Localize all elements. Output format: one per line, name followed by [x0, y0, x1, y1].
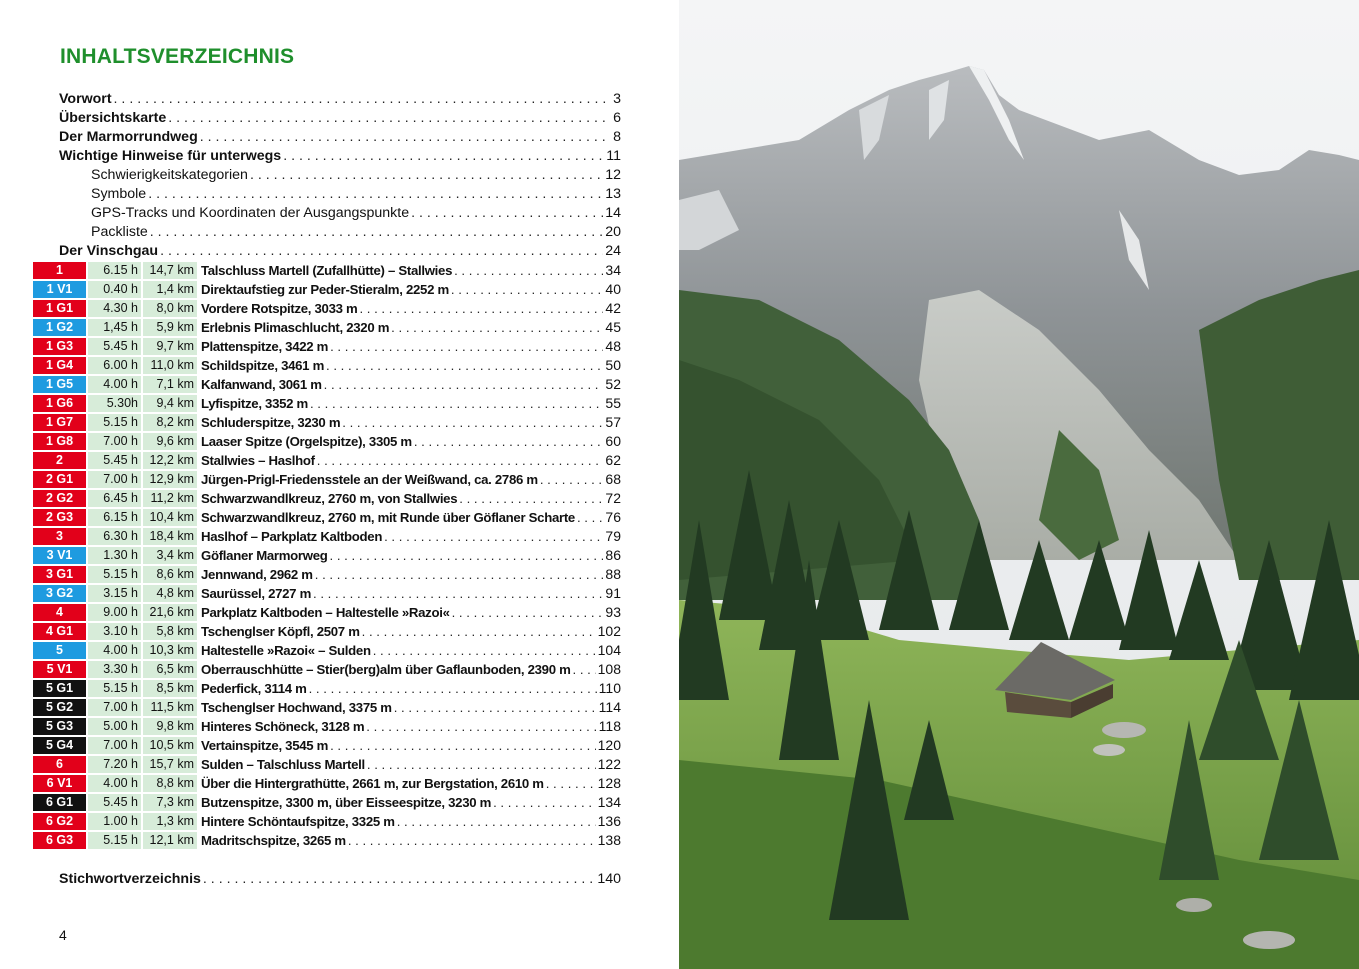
- tour-number-badge: 5 G3: [33, 718, 86, 735]
- tour-duration: 1,45 h: [88, 319, 141, 336]
- tour-row[interactable]: [0, 603, 679, 622]
- tour-page: 48: [605, 338, 621, 354]
- tour-page: 62: [605, 452, 621, 468]
- toc-entry-label: Der Marmorrundweg: [59, 129, 198, 145]
- tour-row[interactable]: [0, 831, 679, 850]
- tour-row[interactable]: [0, 508, 679, 527]
- tour-page: 120: [597, 737, 621, 753]
- tour-number-badge: 6 G1: [33, 794, 86, 811]
- tour-row[interactable]: [0, 622, 679, 641]
- tour-row[interactable]: [0, 793, 679, 812]
- tour-duration: 5.15 h: [88, 566, 141, 583]
- tour-distance: 10,5 km: [143, 737, 197, 754]
- tour-title: Stallwies – Haslhof: [201, 453, 315, 468]
- tour-distance: 10,4 km: [143, 509, 197, 526]
- leader-dots: [114, 90, 612, 109]
- tour-number-badge: 2: [33, 452, 86, 469]
- tour-duration: 5.30h: [88, 395, 141, 412]
- leader-dots: [150, 223, 603, 242]
- tour-number-badge: 2 G2: [33, 490, 86, 507]
- tour-duration: 7.00 h: [88, 737, 141, 754]
- leader-dots: [313, 584, 603, 603]
- toc-entry-label: Vorwort: [59, 91, 112, 107]
- tour-number-badge: 1 V1: [33, 281, 86, 298]
- toc-entry-page: 6: [613, 110, 621, 126]
- tour-number-badge: 3 G2: [33, 585, 86, 602]
- tour-distance: 6,5 km: [143, 661, 197, 678]
- toc-subentry-symbole[interactable]: [0, 185, 679, 204]
- tour-number-badge: 3: [33, 528, 86, 545]
- tour-title: Haltestelle »Razoi« – Sulden: [201, 643, 371, 658]
- tour-distance: 11,2 km: [143, 490, 197, 507]
- tour-distance: 9,8 km: [143, 718, 197, 735]
- toc-entry-label: Schwierigkeitskategorien: [91, 167, 248, 183]
- leader-dots: [309, 679, 597, 698]
- tour-page: 136: [597, 813, 621, 829]
- tour-page: 138: [597, 832, 621, 848]
- tour-duration: 7.00 h: [88, 433, 141, 450]
- leader-dots: [160, 242, 603, 261]
- left-page: [0, 0, 679, 969]
- tour-row[interactable]: [0, 679, 679, 698]
- tour-number-badge: 5 G4: [33, 737, 86, 754]
- leader-dots: [203, 870, 595, 889]
- tour-title: Butzenspitze, 3300 m, über Eisseespitze, 3230 m: [201, 795, 492, 810]
- tour-duration: 5.45 h: [88, 338, 141, 355]
- toc-entry-page: 8: [613, 129, 621, 145]
- tour-distance: 7,1 km: [143, 376, 197, 393]
- tour-distance: 12,9 km: [143, 471, 197, 488]
- toc-title: INHALTSVERZEICHNIS: [60, 45, 295, 68]
- leader-dots: [452, 603, 604, 622]
- tour-page: 102: [597, 623, 621, 639]
- tour-duration: 6.30 h: [88, 528, 141, 545]
- toc-entry-page: 11: [606, 148, 621, 164]
- tour-duration: 5.45 h: [88, 794, 141, 811]
- tour-page: 114: [598, 699, 621, 715]
- tour-duration: 3.30 h: [88, 661, 141, 678]
- tour-row[interactable]: [0, 717, 679, 736]
- leader-dots: [148, 185, 603, 204]
- tour-page: 134: [597, 794, 621, 810]
- tour-distance: 3,4 km: [143, 547, 197, 564]
- tour-page: 108: [597, 661, 621, 677]
- tour-page: 118: [598, 718, 621, 734]
- tour-row[interactable]: [0, 261, 679, 280]
- tour-title: Erlebnis Plimaschlucht, 2320 m: [201, 320, 390, 335]
- tour-row[interactable]: [0, 698, 679, 717]
- tour-row[interactable]: [0, 755, 679, 774]
- leader-dots: [397, 812, 596, 831]
- tour-number-badge: 5 G2: [33, 699, 86, 716]
- toc-subentry-gps[interactable]: [0, 204, 679, 223]
- tour-duration: 3.10 h: [88, 623, 141, 640]
- tour-row[interactable]: [0, 641, 679, 660]
- tour-row[interactable]: [0, 774, 679, 793]
- tour-row[interactable]: [0, 565, 679, 584]
- leader-dots: [540, 470, 604, 489]
- tour-distance: 9,6 km: [143, 433, 197, 450]
- toc-entry-vinschgau[interactable]: [0, 242, 679, 261]
- tour-title: Hintere Schöntaufspitze, 3325 m: [201, 814, 395, 829]
- tour-title: Vordere Rotspitze, 3033 m: [201, 301, 358, 316]
- tour-duration: 7.20 h: [88, 756, 141, 773]
- toc-entry-page: 3: [613, 91, 621, 107]
- tour-list: [0, 261, 679, 850]
- tour-title: Plattenspitze, 3422 m: [201, 339, 329, 354]
- page-number: 4: [59, 927, 67, 943]
- tour-row[interactable]: [0, 451, 679, 470]
- leader-dots: [384, 527, 603, 546]
- tour-row[interactable]: [0, 337, 679, 356]
- tour-title: Hinteres Schöneck, 3128 m: [201, 719, 365, 734]
- toc-entry-page: 13: [605, 186, 621, 202]
- tour-distance: 11,5 km: [143, 699, 197, 716]
- tour-number-badge: 1 G1: [33, 300, 86, 317]
- tour-title: Oberrauschhütte – Stier(berg)alm über Gaflaunboden, 2390 m: [201, 662, 571, 677]
- tour-duration: 5.15 h: [88, 414, 141, 431]
- tour-page: 128: [597, 775, 621, 791]
- tour-page: 76: [605, 509, 621, 525]
- table-of-contents: [0, 90, 679, 889]
- leader-dots: [451, 280, 604, 299]
- leader-dots: [493, 793, 596, 812]
- tour-duration: 7.00 h: [88, 699, 141, 716]
- tour-row[interactable]: [0, 736, 679, 755]
- tour-page: 86: [605, 547, 621, 563]
- leader-dots: [573, 660, 596, 679]
- tour-number-badge: 2 G1: [33, 471, 86, 488]
- tour-distance: 10,3 km: [143, 642, 197, 659]
- tour-duration: 7.00 h: [88, 471, 141, 488]
- tour-page: 72: [605, 490, 621, 506]
- leader-dots: [250, 166, 603, 185]
- tour-distance: 7,3 km: [143, 794, 197, 811]
- toc-entry-vorwort[interactable]: [0, 90, 679, 109]
- leader-dots: [348, 831, 596, 850]
- tour-distance: 8,2 km: [143, 414, 197, 431]
- tour-distance: 8,5 km: [143, 680, 197, 697]
- tour-row[interactable]: [0, 432, 679, 451]
- tour-page: 42: [605, 300, 621, 316]
- tour-page: 55: [605, 395, 621, 411]
- toc-entry-label: Wichtige Hinweise für unterwegs: [59, 148, 282, 164]
- leader-dots: [315, 565, 604, 584]
- tour-duration: 1.30 h: [88, 547, 141, 564]
- toc-entry-label: Stichwortverzeichnis: [59, 871, 201, 887]
- tour-row[interactable]: [0, 356, 679, 375]
- tour-number-badge: 5: [33, 642, 86, 659]
- tour-title: Schluderspitze, 3230 m: [201, 415, 341, 430]
- leader-dots: [411, 204, 603, 223]
- tour-title: Kalfanwand, 3061 m: [201, 377, 322, 392]
- tour-duration: 4.00 h: [88, 376, 141, 393]
- tour-title: Haslhof – Parkplatz Kaltboden: [201, 529, 383, 544]
- tour-number-badge: 1 G7: [33, 414, 86, 431]
- tour-title: Schwarzwandlkreuz, 2760 m, von Stallwies: [201, 491, 458, 506]
- tour-row[interactable]: [0, 375, 679, 394]
- leader-dots: [168, 109, 611, 128]
- tour-distance: 1,4 km: [143, 281, 197, 298]
- tour-duration: 3.15 h: [88, 585, 141, 602]
- leader-dots: [366, 717, 596, 736]
- tour-number-badge: 2 G3: [33, 509, 86, 526]
- tour-page: 57: [605, 414, 621, 430]
- tour-number-badge: 1: [33, 262, 86, 279]
- tour-row[interactable]: [0, 470, 679, 489]
- tour-row[interactable]: [0, 584, 679, 603]
- toc-entry-page: 12: [605, 167, 621, 183]
- tour-title: Tschenglser Hochwand, 3375 m: [201, 700, 392, 715]
- tour-title: Jürgen-Prigl-Friedensstele an der Weißwand, ca. 2786 m: [201, 472, 538, 487]
- tour-distance: 12,1 km: [143, 832, 197, 849]
- tour-title: Saurüssel, 2727 m: [201, 586, 311, 601]
- tour-page: 110: [598, 680, 621, 696]
- toc-entry-label: Übersichtskarte: [59, 110, 167, 126]
- tour-duration: 4.00 h: [88, 642, 141, 659]
- tour-number-badge: 1 G5: [33, 376, 86, 393]
- tour-distance: 11,0 km: [143, 357, 197, 374]
- tour-duration: 6.00 h: [88, 357, 141, 374]
- toc-entry-hinweise[interactable]: [0, 147, 679, 166]
- tour-duration: 1.00 h: [88, 813, 141, 830]
- toc-subentry-schwierigkeit[interactable]: [0, 166, 679, 185]
- tour-title: Pederfick, 3114 m: [201, 681, 307, 696]
- tour-title: Schwarzwandlkreuz, 2760 m, mit Runde über Göflaner Scharte: [201, 510, 575, 525]
- tour-row[interactable]: [0, 394, 679, 413]
- leader-dots: [326, 356, 603, 375]
- tour-number-badge: 1 G6: [33, 395, 86, 412]
- toc-entry-label: GPS-Tracks und Koordinaten der Ausgangspunkte: [91, 205, 410, 221]
- tour-title: Parkplatz Kaltboden – Haltestelle »Razoi«: [201, 605, 450, 620]
- toc-subentry-packliste[interactable]: [0, 223, 679, 242]
- tour-duration: 4.00 h: [88, 775, 141, 792]
- tour-page: 91: [605, 585, 621, 601]
- toc-entry-page: 20: [605, 224, 621, 240]
- toc-entry-label: Der Vinschgau: [59, 243, 159, 259]
- tour-number-badge: 1 G2: [33, 319, 86, 336]
- tour-distance: 4,8 km: [143, 585, 197, 602]
- spacer: [0, 850, 679, 870]
- leader-dots: [359, 299, 603, 318]
- tour-distance: 14,7 km: [143, 262, 197, 279]
- tour-row[interactable]: [0, 527, 679, 546]
- tour-title: Direktaufstieg zur Peder-Stieralm, 2252 m: [201, 282, 449, 297]
- toc-entry-marmorrundweg[interactable]: [0, 128, 679, 147]
- tour-duration: 4.30 h: [88, 300, 141, 317]
- tour-page: 50: [605, 357, 621, 373]
- leader-dots: [546, 774, 596, 793]
- tour-row[interactable]: [0, 812, 679, 831]
- tour-page: 88: [605, 566, 621, 582]
- tour-number-badge: 4 G1: [33, 623, 86, 640]
- tour-row[interactable]: [0, 280, 679, 299]
- toc-entry-page: 140: [597, 871, 621, 887]
- tour-title: Vertainspitze, 3545 m: [201, 738, 329, 753]
- tour-number-badge: 6 G2: [33, 813, 86, 830]
- tour-number-badge: 1 G4: [33, 357, 86, 374]
- leader-dots: [330, 337, 603, 356]
- tour-row[interactable]: [0, 318, 679, 337]
- tour-number-badge: 5 G1: [33, 680, 86, 697]
- leader-dots: [414, 432, 604, 451]
- tour-duration: 6.15 h: [88, 509, 141, 526]
- tour-distance: 5,8 km: [143, 623, 197, 640]
- tour-number-badge: 1 G8: [33, 433, 86, 450]
- leader-dots: [367, 755, 596, 774]
- leader-dots: [577, 508, 603, 527]
- leader-dots: [373, 641, 596, 660]
- tour-title: Laaser Spitze (Orgelspitze), 3305 m: [201, 434, 412, 449]
- tour-page: 45: [605, 319, 621, 335]
- tour-distance: 1,3 km: [143, 813, 197, 830]
- tour-page: 93: [605, 604, 621, 620]
- tour-duration: 6.15 h: [88, 262, 141, 279]
- tour-page: 104: [597, 642, 621, 658]
- tour-distance: 8,6 km: [143, 566, 197, 583]
- leader-dots: [310, 394, 603, 413]
- tour-page: 34: [605, 262, 621, 278]
- leader-dots: [283, 147, 604, 166]
- tour-distance: 9,4 km: [143, 395, 197, 412]
- tour-duration: 5.15 h: [88, 680, 141, 697]
- toc-entry-page: 14: [605, 205, 621, 221]
- tour-page: 122: [597, 756, 621, 772]
- mountain-landscape-illustration: [679, 0, 1359, 969]
- leader-dots: [454, 261, 603, 280]
- tour-number-badge: 6 V1: [33, 775, 86, 792]
- tour-number-badge: 5 V1: [33, 661, 86, 678]
- tour-row[interactable]: [0, 413, 679, 432]
- tour-title: Tschenglser Köpfl, 2507 m: [201, 624, 360, 639]
- tour-number-badge: 4: [33, 604, 86, 621]
- tour-duration: 9.00 h: [88, 604, 141, 621]
- leader-dots: [317, 451, 604, 470]
- tour-row[interactable]: [0, 546, 679, 565]
- tour-duration: 0.40 h: [88, 281, 141, 298]
- tour-row[interactable]: [0, 489, 679, 508]
- toc-entry-uebersichtskarte[interactable]: [0, 109, 679, 128]
- tour-title: Sulden – Talschluss Martell: [201, 757, 365, 772]
- tour-duration: 6.45 h: [88, 490, 141, 507]
- tour-number-badge: 3 G1: [33, 566, 86, 583]
- leader-dots: [342, 413, 603, 432]
- tour-title: Talschluss Martell (Zufallhütte) – Stallwies: [201, 263, 453, 278]
- leader-dots: [391, 318, 603, 337]
- tour-title: Jennwand, 2962 m: [201, 567, 313, 582]
- leader-dots: [324, 375, 604, 394]
- tour-distance: 21,6 km: [143, 604, 197, 621]
- tour-page: 60: [605, 433, 621, 449]
- leader-dots: [200, 128, 611, 147]
- tour-title: Über die Hintergrathütte, 2661 m, zur Bergstation, 2610 m: [201, 776, 544, 791]
- leader-dots: [362, 622, 596, 641]
- toc-entry-page: 24: [605, 243, 621, 259]
- tour-distance: 5,9 km: [143, 319, 197, 336]
- tour-duration: 5.15 h: [88, 832, 141, 849]
- tour-number-badge: 1 G3: [33, 338, 86, 355]
- leader-dots: [330, 546, 604, 565]
- tour-number-badge: 6 G3: [33, 832, 86, 849]
- tour-title: Schildspitze, 3461 m: [201, 358, 324, 373]
- tour-title: Göflaner Marmorweg: [201, 548, 328, 563]
- tour-number-badge: 6: [33, 756, 86, 773]
- tour-duration: 5.00 h: [88, 718, 141, 735]
- tour-page: 68: [605, 471, 621, 487]
- tour-duration: 5.45 h: [88, 452, 141, 469]
- leader-dots: [394, 698, 597, 717]
- tour-distance: 8,0 km: [143, 300, 197, 317]
- tour-row[interactable]: [0, 299, 679, 318]
- tour-number-badge: 3 V1: [33, 547, 86, 564]
- tour-distance: 12,2 km: [143, 452, 197, 469]
- tour-page: 79: [605, 528, 621, 544]
- tour-distance: 9,7 km: [143, 338, 197, 355]
- tour-distance: 15,7 km: [143, 756, 197, 773]
- toc-entry-label: Symbole: [91, 186, 147, 202]
- tour-distance: 18,4 km: [143, 528, 197, 545]
- tour-page: 52: [605, 376, 621, 392]
- tour-distance: 8,8 km: [143, 775, 197, 792]
- tour-title: Madritschspitze, 3265 m: [201, 833, 346, 848]
- leader-dots: [330, 736, 596, 755]
- tour-row[interactable]: [0, 660, 679, 679]
- tour-page: 40: [605, 281, 621, 297]
- toc-entry-label: Packliste: [91, 224, 148, 240]
- toc-entry-stichwortverzeichnis[interactable]: [0, 870, 679, 889]
- tour-title: Lyfispitze, 3352 m: [201, 396, 308, 411]
- mountain-photo: [679, 0, 1359, 969]
- leader-dots: [459, 489, 603, 508]
